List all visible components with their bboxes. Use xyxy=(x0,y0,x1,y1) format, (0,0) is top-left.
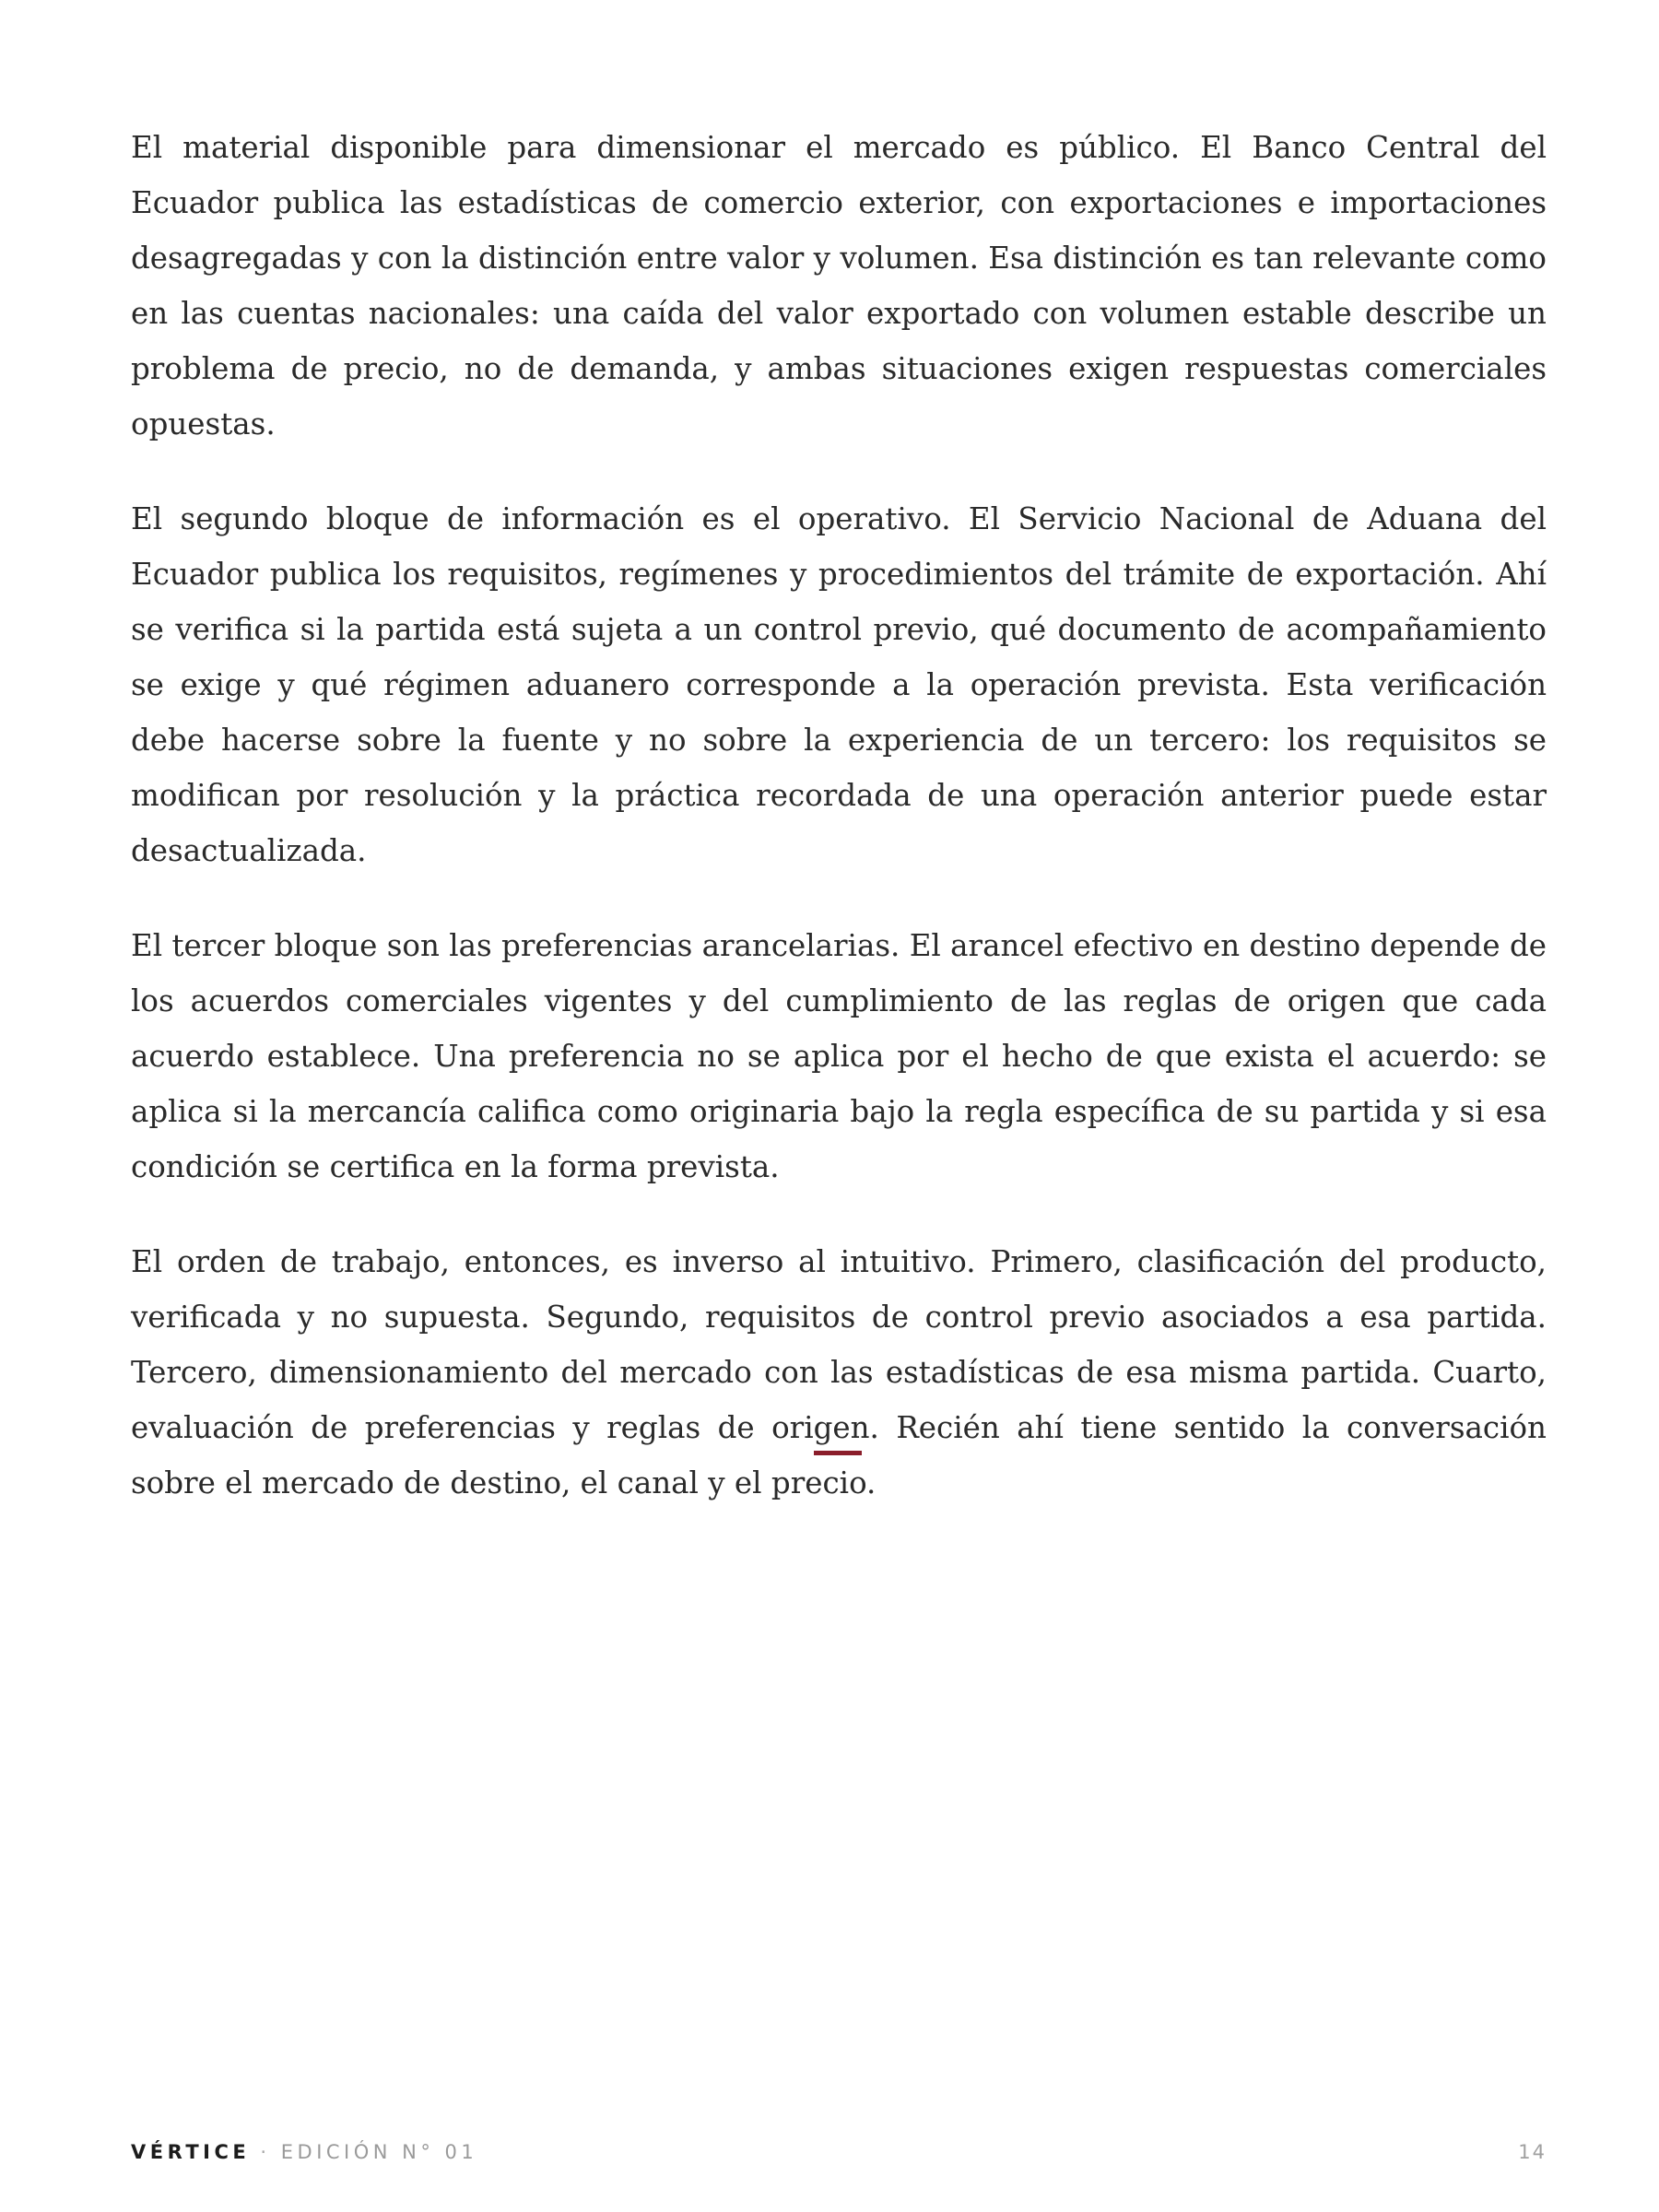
paragraph-tariff-preferences: El tercer bloque son las preferencias arancelarias. El arancel efectivo en destino depende de los acuerdos comerciales vigentes y del cumplimiento de las reglas de origen que cada acuerdo establece. Una preferencia no se aplica por el hecho de que exista el acuerdo: se aplica si la mercancía califica como originaria bajo la regla específica de su partida y si esa condición se certifica en la forma prevista. xyxy=(131,928,1547,1184)
paragraph-work-order: El orden de trabajo, entonces, es inverso al intuitivo. Primero, clasificación del producto, verificada y no supuesta. Segundo, requisitos de control previo asociados a esa partida. Tercero, dimensionamiento del mercado con las estadísticas de esa misma partida. Cuarto, evaluación de preferencias y reglas de origen. Recién ahí tiene sentido la conversación sobre el mercado de destino, el canal y el precio. xyxy=(131,1244,1547,1500)
footer-brand: VÉRTICE xyxy=(131,2141,251,2163)
article-body xyxy=(131,120,1547,1550)
page-footer xyxy=(131,2141,1547,2174)
paragraph-market-data: El material disponible para dimensionar el mercado es público. El Banco Central del Ecuador publica las estadísticas de comercio exterior, con exportaciones e importaciones desagregadas y con la distinción entre valor y volumen. Esa distinción es tan relevante como en las cuentas nacionales: una caída del valor exportado con volumen estable describe un problema de precio, no de demanda, y ambas situaciones exigen respuestas comerciales opuestas. xyxy=(131,130,1547,441)
section-end-divider xyxy=(814,1451,862,1455)
footer-edition: EDICIÓN N° 01 xyxy=(280,2141,478,2163)
page-number: 14 xyxy=(1518,2141,1547,2163)
footer-separator: · xyxy=(250,2141,281,2163)
paragraph-customs-requirements: El segundo bloque de información es el operativo. El Servicio Nacional de Aduana del Ecuador publica los requisitos, regímenes y procedimientos del trámite de exportación. Ahí se verifica si la partida está sujeta a un control previo, qué documento de acompañamiento se exige y qué régimen aduanero corresponde a la operación prevista. Esta verificación debe hacerse sobre la fuente y no sobre la experiencia de un tercero: los requisitos se modifican por resolución y la práctica recordada de una operación anterior puede estar desactualizada. xyxy=(131,501,1547,868)
